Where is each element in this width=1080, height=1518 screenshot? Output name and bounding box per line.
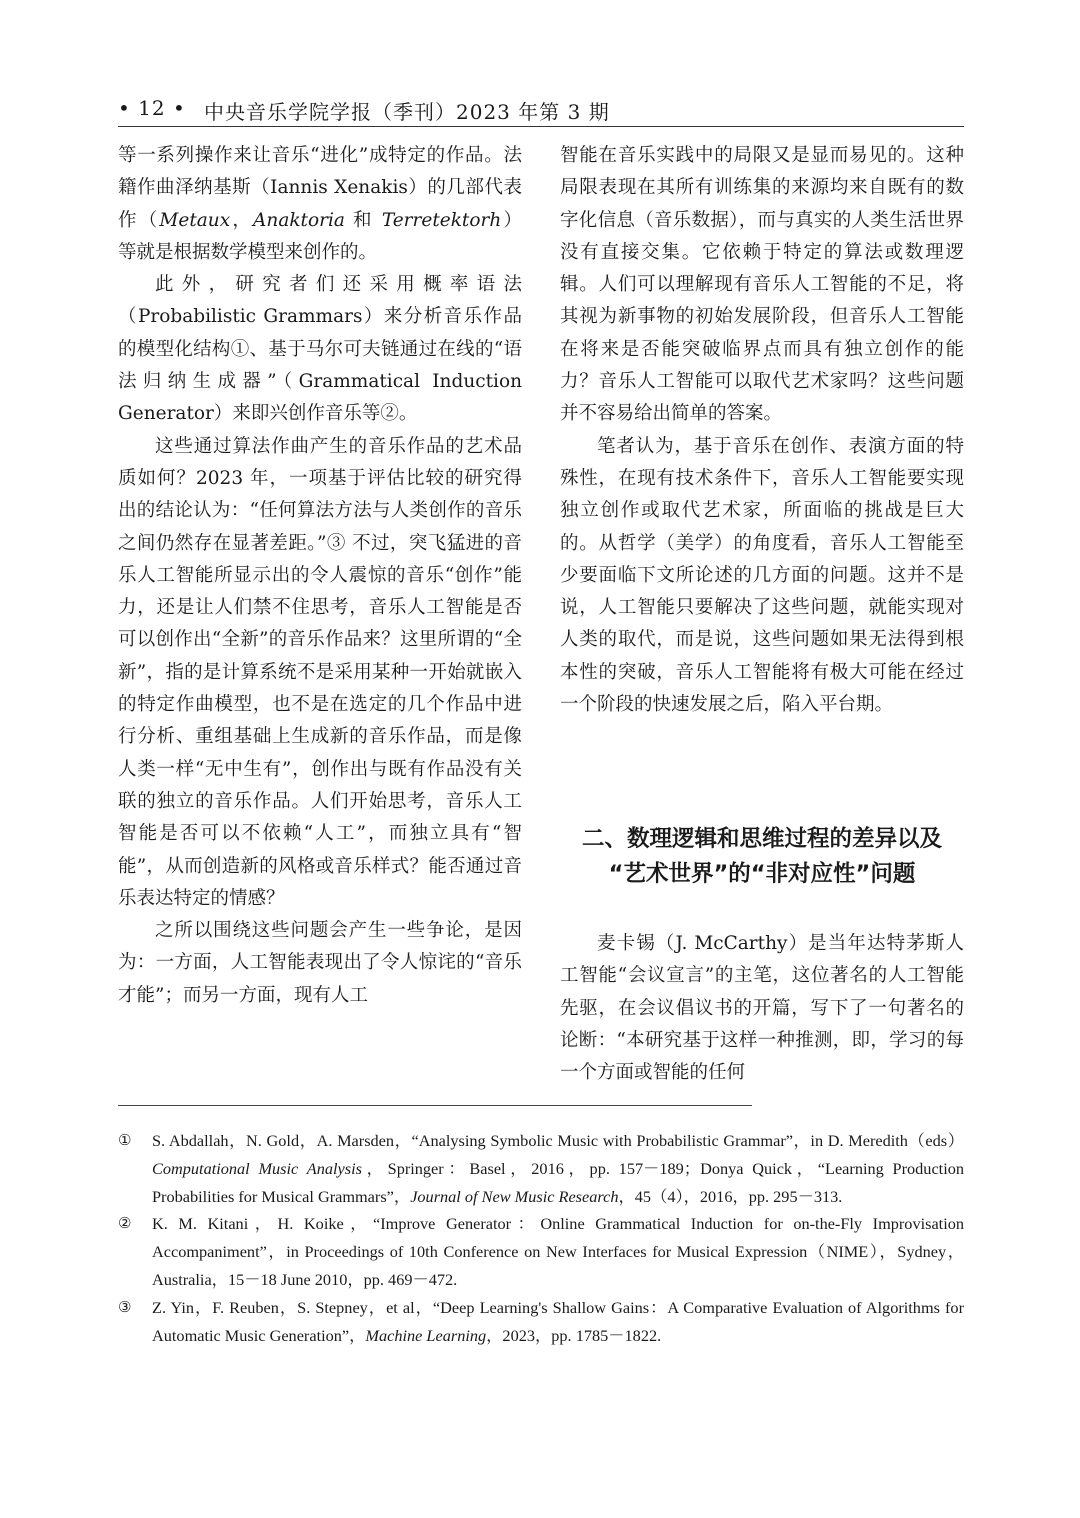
paragraph: 之所以围绕这些问题会产生一些争论，是因为：一方面，人工智能表现出了令人惊诧的“音乐才能”；而另一方面，现有人工 [118, 920, 522, 1006]
section-heading-line-1: 二、数理逻辑和思维过程的差异以及 [581, 826, 942, 852]
paragraph: 智能在音乐实践中的局限又是显而易见的。这种局限表现在其所有训练集的来源均来自既有的数字化信息（音乐数据），而与真实的人类生活世界没有直接交集。它依赖于特定的算法或数理逻辑。人们可以理解现有音乐人工智能的不足，将其视为新事物的初始发展阶段，但音乐人工智能在将来是否能突破临界点而具有独立创作的能力？音乐人工智能可以取代艺术家吗？这些问题并不容易给出简单的答案。 [560, 145, 964, 425]
paragraph: 此外，研究者们还采用概率语法（Probabilistic Grammars）来分析音乐作品的模型化结构①、基于马尔可夫链通过在线的“语法归纳生成器”（Grammatical Induction Generator）来即兴创作音乐等②。 [118, 274, 522, 425]
footnote-ref-3[interactable]: ③ [326, 532, 346, 554]
footnote-ref-2[interactable]: ② [380, 403, 399, 425]
section-heading-line-2: “艺术世界”的“非对应性”问题 [608, 861, 916, 887]
footnote-mark: ③ [118, 1297, 132, 1316]
right-column [560, 140, 964, 721]
paragraph: 笔者认为，基于音乐在创作、表演方面的特殊性，在现有技术条件下，音乐人工智能要实现独立创作或取代艺术家，所面临的挑战是巨大的。从哲学（美学）的角度看，音乐人工智能至少要面临下文所论述的几方面的问题。这并不是说，人工智能只要解决了这些问题，就能实现对人类的取代，而是说，这些问题如果无法得到根本性的突破，音乐人工智能将有极大可能在经过一个阶段的快速发展之后，陷入平台期。 [560, 435, 964, 716]
journal-title: 中央音乐学院学报（季刊）2023 年第 3 期 [204, 100, 610, 124]
footnote-2: ② K. M. Kitani，H. Koike，“Improve Generator：Online Grammatical Induction for on-the-Fly Improvisation Accompaniment”，in Proceedings of 10th Conference on New Interfaces for Musical Expression（NIME），Sydney，Australia，15－18 June 2010，pp. 469－472. [118, 1210, 964, 1293]
page-number: • 12 • [118, 96, 186, 120]
right-column-continued [560, 928, 964, 1089]
paragraph: 麦卡锡（J. McCarthy）是当年达特茅斯人工智能“会议宣言”的主笔，这位著名的人工智能先驱，在会议倡议书的开篇，写下了一句著名的论断：“本研究基于这样一种推测，即，学习的每一个方面或智能的任何 [560, 933, 964, 1084]
paragraph: 这些通过算法作曲产生的音乐作品的艺术品质如何？2023 年，一项基于评估比较的研究得出的结论认为：“任何算法方法与人类创作的音乐之间仍然存在显著差距。”③ 不过，突飞猛进的音乐人工智能所显示出的令人震惊的音乐“创作”能力，还是让人们禁不住思考，音乐人工智能是否可以创作出“全新”的音乐作品来？这里所谓的“全新”，指的是计算系统不是采用某种一开始就嵌入的特定作曲模型，也不是在选定的几个作品中进行分析、重组基础上生成新的音乐作品，而是像人类一样“无中生有”，创作出与既有作品没有关联的独立的音乐作品。人们开始思考，音乐人工智能是否可以不依赖“人工”，而独立具有“智能”，从而创造新的风格或音乐样式？能否通过音乐表达特定的情感？ [118, 435, 522, 909]
footnote-mark: ② [118, 1214, 132, 1233]
paragraph: 等一系列操作来让音乐“进化”成特定的作品。法籍作曲泽纳基斯（Iannis Xenakis）的几部代表作（Metaux，Anaktoria 和 Terretektorh）等就是根据数学模型来创作的。 [118, 145, 522, 263]
running-header [118, 92, 964, 127]
footnote-1: ① S. Abdallah，N. Gold，A. Marsden，“Analysing Symbolic Music with Probabilistic Grammar”，in D. Meredith（eds）Computational Music Analysis，Springer：Basel，2016，pp. 157－189；Donya Quick，“Learning Production Probabilities for Musical Grammars”，Journal of New Music Research，45（4），2016，pp. 295－313. [118, 1127, 964, 1210]
footnote-ref-1[interactable]: ① [230, 338, 250, 360]
footnotes [118, 1127, 964, 1349]
footnote-3: ③ Z. Yin，F. Reuben，S. Stepney，et al，“Deep Learning's Shallow Gains：A Comparative Evaluation of Algorithms for Automatic Music Generation”，Machine Learning，2023，pp. 1785－1822. [118, 1294, 964, 1350]
left-column [118, 140, 522, 1012]
footnote-mark: ① [118, 1131, 132, 1149]
footnote-divider [118, 1105, 752, 1106]
section-heading [560, 822, 964, 892]
